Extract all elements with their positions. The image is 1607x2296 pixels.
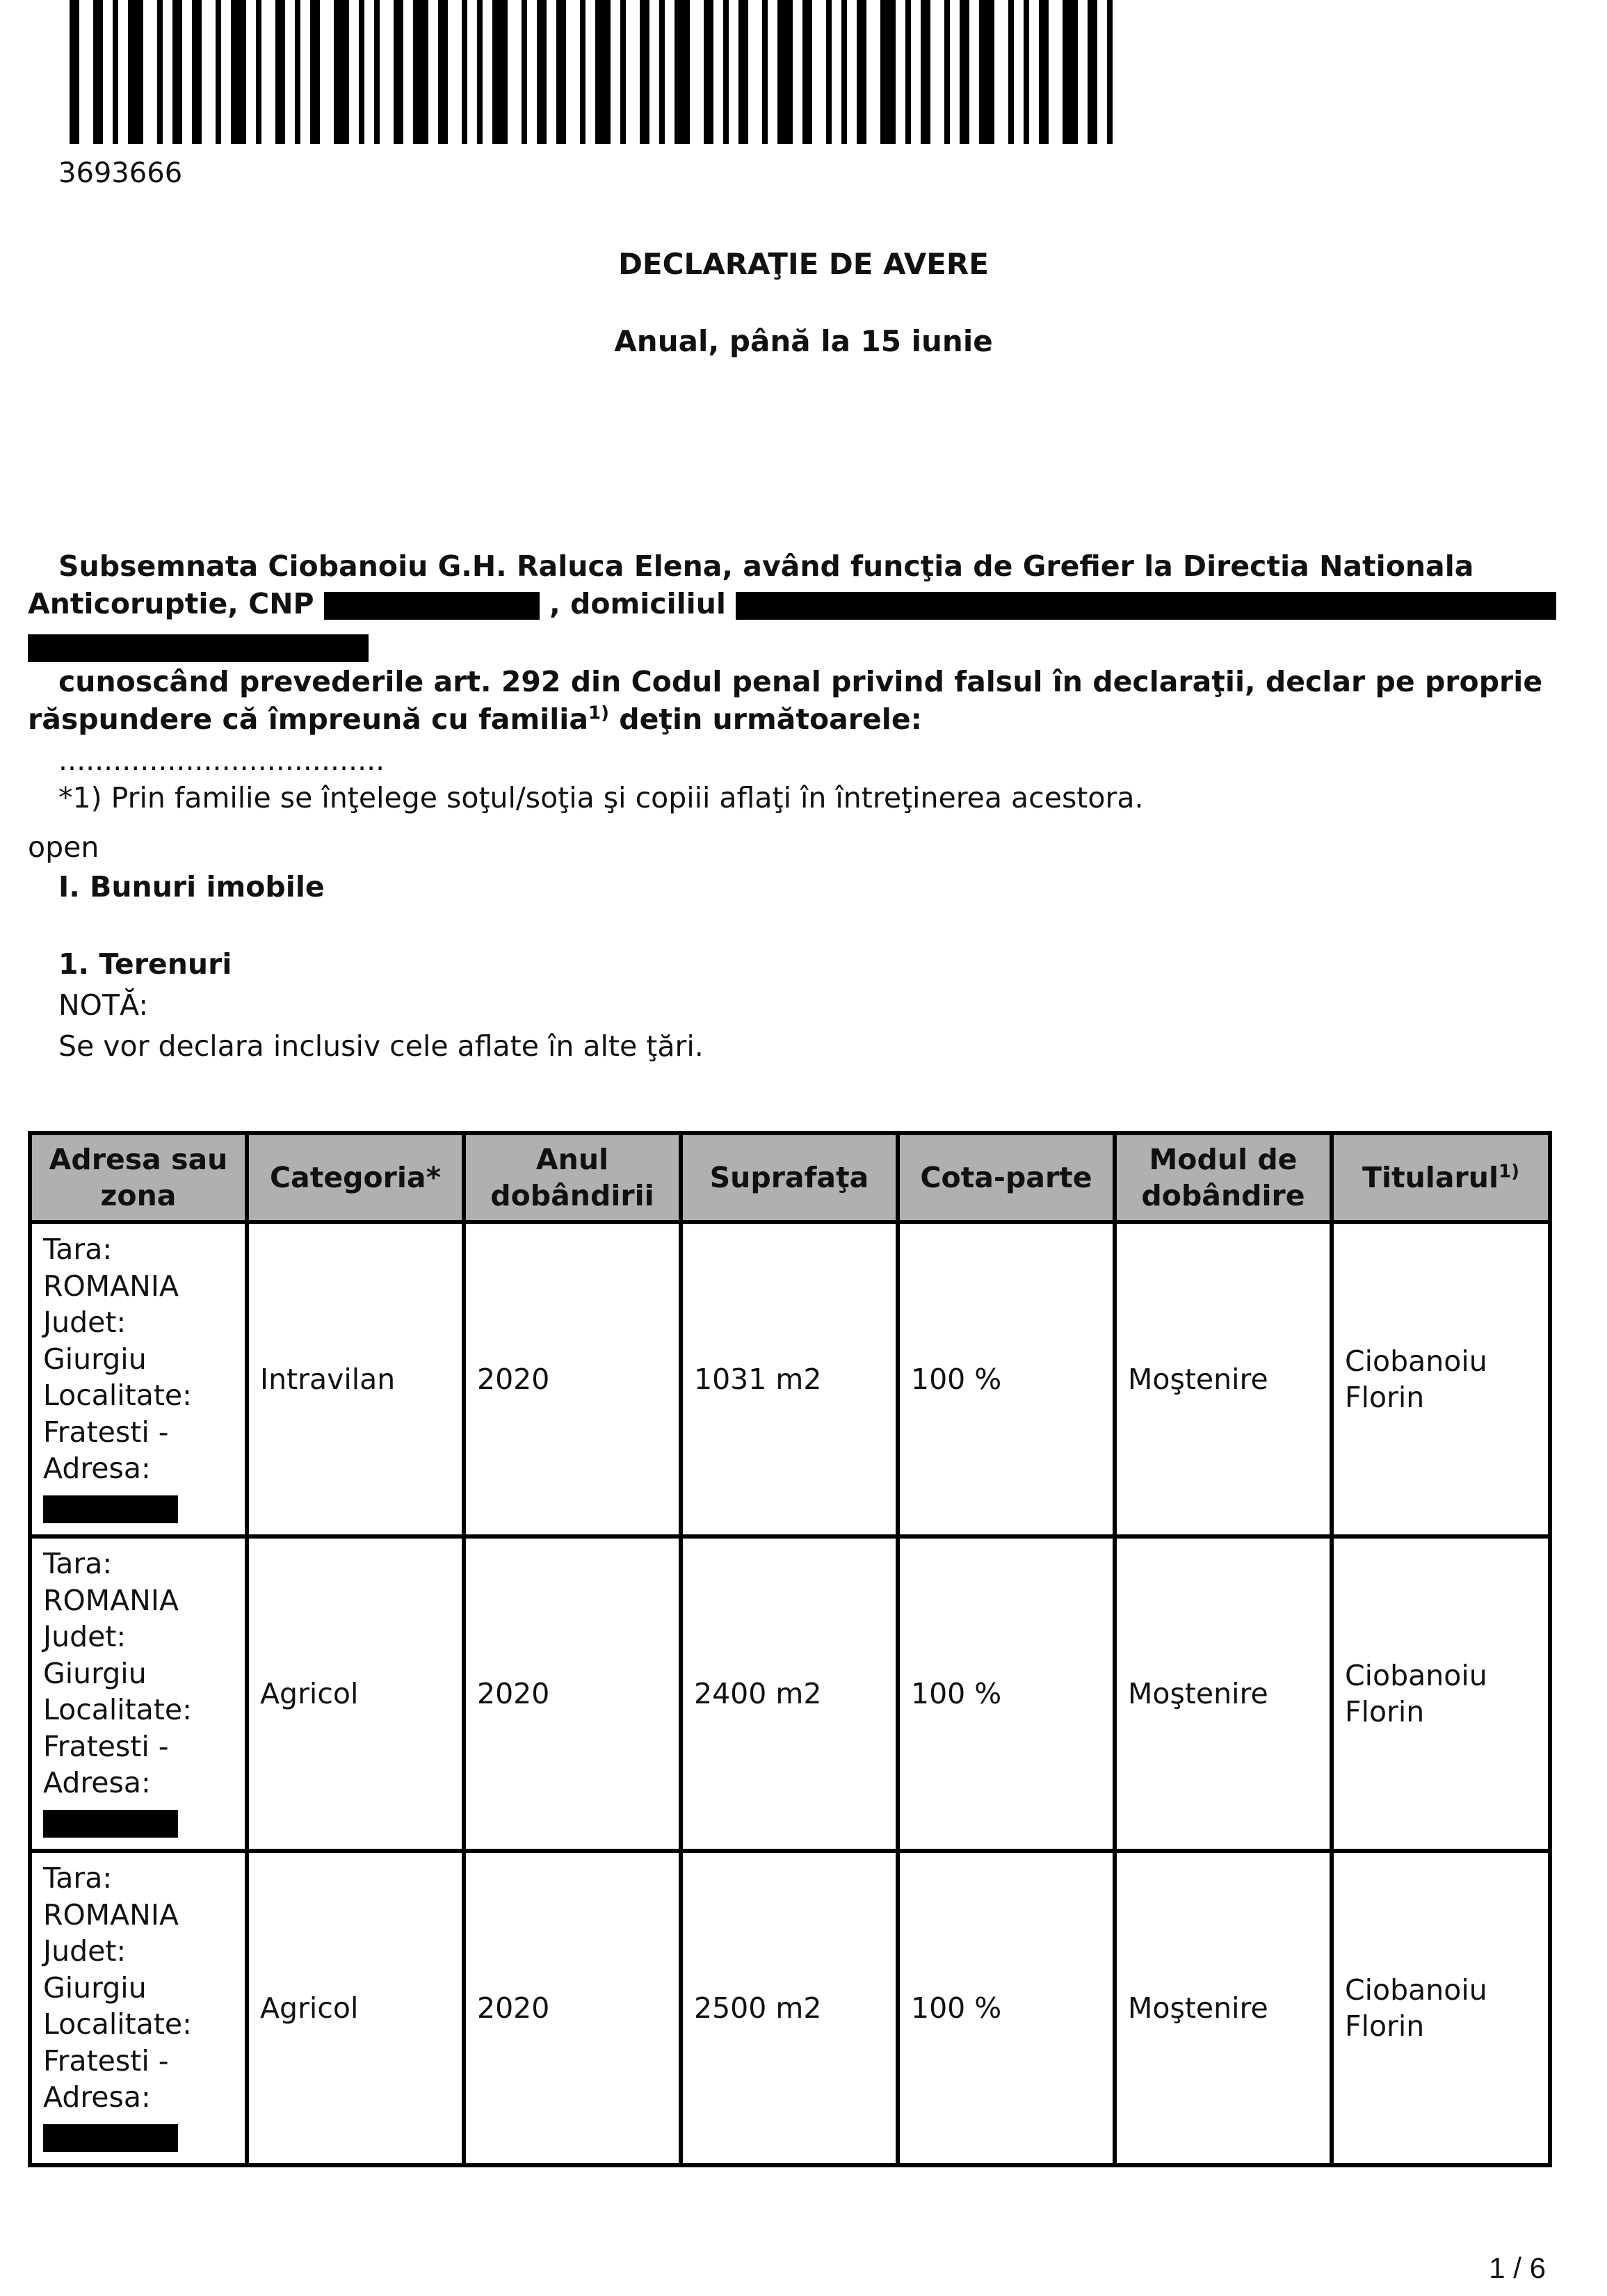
address-line: Giurgiu [43,1970,147,2005]
subsection-heading: 1. Terenuri [58,947,232,981]
redacted-domicile-cont [28,634,369,662]
barcode-bar [580,0,586,144]
statement-line-2 [28,700,922,738]
barcode-bar [128,0,143,144]
cell-category: Intravilan [247,1222,464,1536]
barcode-bar [704,0,713,144]
barcode-bar [172,0,182,144]
open-label: open [28,830,99,864]
cell-mode: Moştenire [1115,1851,1332,2165]
cell-owner: Ciobanoiu Florin [1332,1536,1550,1851]
cell-mode: Moştenire [1115,1536,1332,1851]
table-row [30,1536,1550,1851]
barcode-bar [556,0,566,144]
barcode-bar [802,0,812,144]
address-line: Fratesti - [43,2044,169,2078]
barcode-bar [413,0,428,144]
address-line: Adresa: [43,1452,151,1485]
table-row [30,1222,1550,1536]
barcode-bar [595,0,611,144]
address-line: Fratesti - [43,1729,169,1763]
barcode-bar [1107,0,1113,144]
domicile-label: , domiciliul [549,587,726,620]
address-line: ROMANIA [43,1897,179,1932]
address-line: Tara: [43,1233,113,1266]
barcode-bar [477,0,483,144]
barcode-bar [777,0,793,144]
cell-share: 100 % [898,1851,1115,2165]
header-owner-label: Titularul [1362,1161,1499,1194]
barcode-bar [1088,0,1097,144]
address-line: Giurgiu [43,1656,147,1690]
address-line: Adresa: [43,1766,151,1799]
cell-year: 2020 [464,1851,681,2165]
barcode-bar [841,0,847,144]
statement-text: răspundere că împreună cu familia [28,703,589,736]
header-category: Categoria* [247,1133,464,1222]
table-header-row [30,1133,1550,1222]
note-text: Se vor declara inclusiv cele aflate în alte ţări. [58,1029,704,1063]
barcode-bar [93,0,103,144]
section-heading: I. Bunuri imobile [58,870,325,904]
address-line: Judet: [43,1620,127,1653]
barcode-bar [70,0,79,144]
land-table [28,1131,1552,2167]
barcode-bar [921,0,930,144]
cell-owner: Ciobanoiu Florin [1332,1222,1550,1536]
header-mode: Modul de dobândire [1115,1133,1332,1222]
barcode-bar [359,0,364,144]
document-subtitle: Anual, până la 15 iunie [614,324,993,358]
barcode-bar [675,0,690,144]
barcode-bar [723,0,729,144]
cell-area: 2400 m2 [681,1536,898,1851]
cell-year: 2020 [464,1222,681,1536]
address-line: Localitate: [43,2007,192,2041]
barcode-bar [462,0,467,144]
barcode-bar [374,0,380,144]
address-line: ROMANIA [43,1269,179,1303]
address-line: Localitate: [43,1379,192,1412]
intro-line-2 [28,585,1556,623]
barcode-bar [960,0,969,144]
cell-category: Agricol [247,1536,464,1851]
header-owner [1332,1133,1550,1222]
barcode-bar [944,0,950,144]
barcode-bar [762,0,768,144]
barcode-bar [157,0,163,144]
cell-address [30,1536,247,1851]
barcode-bar [275,0,285,144]
header-year: Anul dobândirii [464,1133,681,1222]
table-row [30,1851,1550,2165]
page-number: 1 / 6 [1489,2251,1546,2284]
barcode-bar [310,0,320,144]
cell-year: 2020 [464,1536,681,1851]
barcode-bar [1063,0,1078,144]
barcode-bar [640,0,649,144]
note-label: NOTĂ: [58,988,149,1022]
intro-line-3 [28,627,369,665]
barcode-bar [826,0,832,144]
barcode-bar [522,0,527,144]
barcode-bar [738,0,748,144]
barcode-bar [905,0,911,144]
address-line: Judet: [43,1934,127,1968]
header-area: Suprafaţa [681,1133,898,1222]
redacted-cnp [324,592,540,620]
barcode-bar [438,0,448,144]
address-line: Fratesti - [43,1415,169,1449]
cell-category: Agricol [247,1851,464,2165]
cell-area: 1031 m2 [681,1222,898,1536]
barcode-bar [216,0,221,144]
address-line: ROMANIA [43,1583,179,1617]
barcode-bar [1008,0,1014,144]
address-line: Tara: [43,1861,113,1895]
barcode-bar [620,0,626,144]
barcode-bar [113,0,118,144]
barcode-bar [979,0,994,144]
redacted-address [43,1495,178,1523]
header-owner-footnote: 1) [1499,1161,1519,1182]
cell-mode: Moştenire [1115,1222,1332,1536]
document-title: DECLARAŢIE DE AVERE [618,247,989,281]
barcode-bar [492,0,508,144]
cnp-label: Anticoruptie, CNP [28,587,314,620]
address-line: Giurgiu [43,1342,147,1376]
barcode-bar [394,0,403,144]
barcode-bar [880,0,896,144]
header-share: Cota-parte [898,1133,1115,1222]
cell-share: 100 % [898,1536,1115,1851]
barcode-bar [1039,0,1049,144]
dotted-line: .................................... [58,744,385,777]
barcode-bar [231,0,246,144]
redacted-domicile [736,592,1556,620]
redacted-address [43,2124,178,2152]
cell-address [30,1851,247,2165]
barcode-bar [192,0,202,144]
barcode-bar [659,0,665,144]
barcode-bar [256,0,261,144]
barcode-bar [295,0,300,144]
address-line: Localitate: [43,1693,192,1726]
address-line: Adresa: [43,2080,151,2114]
address-line: Judet: [43,1306,127,1339]
footnote-marker: 1) [588,703,609,724]
cell-share: 100 % [898,1222,1115,1536]
statement-text-end: deţin următoarele: [609,703,923,736]
barcode-bar [334,0,349,144]
cell-address [30,1222,247,1536]
barcode-number: 3693666 [58,157,183,189]
cell-owner: Ciobanoiu Florin [1332,1851,1550,2165]
footnote-text: *1) Prin familie se înţelege soţul/soţia şi copiii aflaţi în întreţinerea acestora. [58,781,1144,814]
address-line: Tara: [43,1547,113,1580]
header-address: Adresa sau zona [30,1133,247,1222]
intro-line-1: Subsemnata Ciobanoiu G.H. Raluca Elena, având funcţia de Grefier la Directia Nationala [58,549,1474,583]
statement-line-1: cunoscând prevederile art. 292 din Codul penal privind falsul în declaraţii, declar pe proprie [58,665,1543,698]
barcode-bar [857,0,866,144]
barcode [70,0,1126,144]
redacted-address [43,1810,178,1838]
barcode-bar [537,0,547,144]
barcode-bar [1024,0,1029,144]
cell-area: 2500 m2 [681,1851,898,2165]
